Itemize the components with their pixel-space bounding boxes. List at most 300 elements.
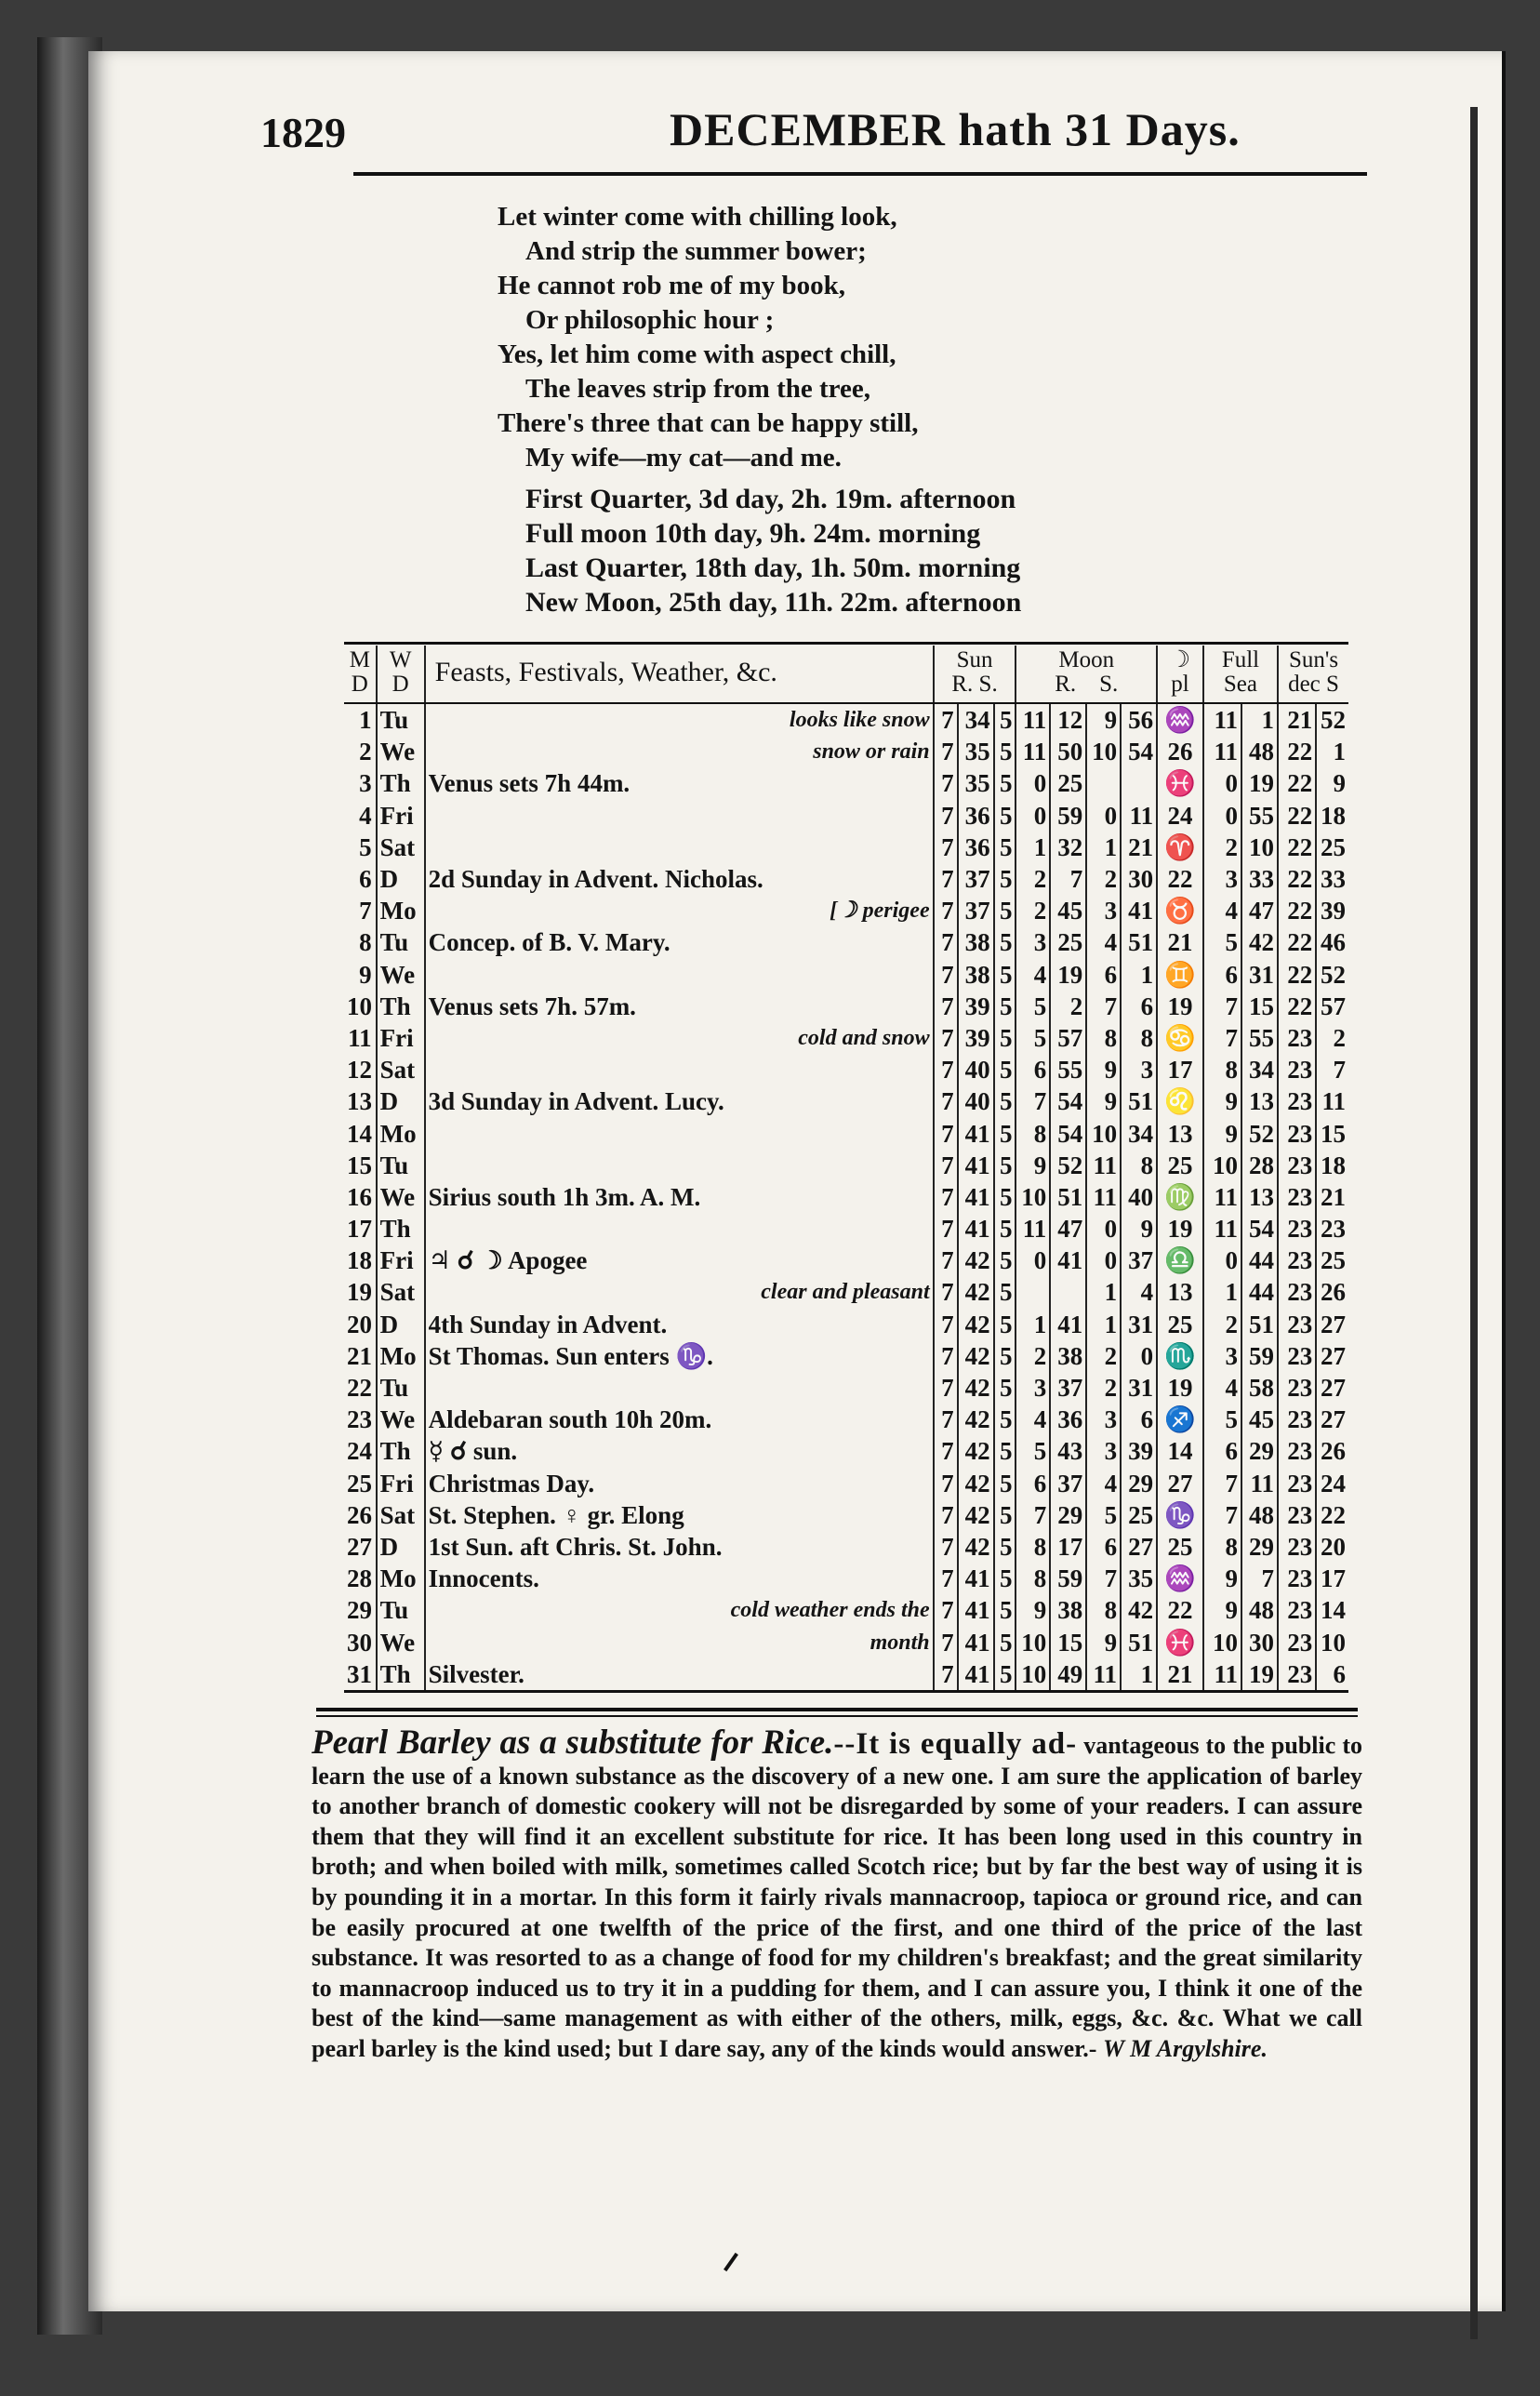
fs1-cell: 9 (1203, 1085, 1241, 1117)
fs2-cell: 47 (1241, 895, 1278, 926)
mr2-cell: 49 (1050, 1658, 1086, 1692)
srh-cell: 7 (934, 1658, 958, 1692)
ms2-cell: 37 (1121, 1245, 1157, 1276)
srm-cell: 41 (958, 1181, 994, 1213)
mr2-cell: 12 (1050, 703, 1086, 736)
weather-note: looks like snow (789, 708, 930, 733)
ss-cell: 5 (994, 1435, 1016, 1467)
table-row (344, 736, 1348, 767)
ms2-cell: 42 (1121, 1594, 1157, 1626)
wd-cell: Mo (377, 1117, 425, 1149)
table-row (344, 1372, 1348, 1404)
mr1-cell: 4 (1016, 959, 1050, 991)
fs1-cell: 9 (1203, 1594, 1241, 1626)
ms1-cell: 9 (1086, 1085, 1121, 1117)
wd-cell: D (377, 1085, 425, 1117)
poem-line: The leaves strip from the tree, (525, 374, 870, 404)
md-cell: 9 (344, 959, 377, 991)
feast-cell (425, 800, 934, 832)
fs1-cell: 0 (1203, 1245, 1241, 1276)
ss-cell: 5 (994, 1276, 1016, 1308)
srm-cell: 41 (958, 1594, 994, 1626)
srh-cell: 7 (934, 1594, 958, 1626)
md-cell: 10 (344, 991, 377, 1022)
srm-cell: 35 (958, 736, 994, 767)
article-body: vantageous to the public to learn the use of a known substance as the discovery of a new one. I am sure the application of barley to another branch of domestic cookery will not be disregarded by some of your readers. I can assure them that they will find it an excellent substitute for rice. It has been long used in this country in broth; and when boiled with milk, sometimes called Scotch rice; but by far the best way of using it is by pounding it in a mortar. In this form it fairly rivals mannacroop, tapioca or ground rice, and can be easily procured at one twelfth of the price of the first, and one third of the price of the last substance. It was resorted to as a change of food for my children's breakfast; and the great similarity to mannacroop induced us to try it in a pudding for them, and I can assure you, I think it one of the best of the kind—same management as with either of the others, milk, eggs, &c. &c. What we call pearl barley is the kind used; but I dare say, any of the kinds would answer.- (312, 1732, 1363, 2062)
dec2-cell: 26 (1321, 1278, 1346, 1307)
article-title: Pearl Barley as a substitute for Rice. (312, 1724, 834, 1762)
dec1-cell: 23 (1278, 1372, 1316, 1404)
dec2-cell: 14 (1321, 1596, 1346, 1625)
mr2-cell: 45 (1050, 895, 1086, 926)
ss-cell: 5 (994, 1563, 1016, 1594)
fs1-cell: 7 (1203, 1499, 1241, 1531)
srh-cell: 7 (934, 1563, 958, 1594)
mr1-cell: 0 (1016, 1245, 1050, 1276)
table-row (344, 800, 1348, 832)
fs2-cell: 54 (1241, 1213, 1278, 1245)
md-cell: 6 (344, 863, 377, 895)
wd-cell: Tu (377, 1372, 425, 1404)
dec2-cell: 39 (1321, 897, 1346, 925)
fs2-cell: 33 (1241, 863, 1278, 895)
ms1-cell: 0 (1086, 1213, 1121, 1245)
mr2-cell: 50 (1050, 736, 1086, 767)
feast-cell (425, 959, 934, 991)
feast-cell (425, 1468, 934, 1499)
srm-cell: 38 (958, 959, 994, 991)
fs2-cell: 10 (1241, 832, 1278, 863)
pl-cell: 25 (1157, 1309, 1203, 1340)
feast-cell (425, 832, 934, 863)
fs1-cell: 7 (1203, 1022, 1241, 1054)
dec2-cell: 26 (1321, 1437, 1346, 1466)
pl-cell: 22 (1157, 863, 1203, 895)
md-cell: 12 (344, 1054, 377, 1085)
header-sun (934, 646, 1016, 703)
header-sun-rs (936, 672, 1014, 697)
wd-cell: Th (377, 991, 425, 1022)
pl-cell: ♐ (1157, 1404, 1203, 1435)
feast-cell (425, 863, 934, 895)
table-row (344, 926, 1348, 958)
fs1-cell: 9 (1203, 1117, 1241, 1149)
srh-cell: 7 (934, 1150, 958, 1181)
mr2-cell: 52 (1050, 1150, 1086, 1181)
fs2-cell: 44 (1241, 1276, 1278, 1308)
md-cell: 24 (344, 1435, 377, 1467)
fs1-cell: 6 (1203, 1435, 1241, 1467)
ms2-cell: 54 (1121, 736, 1157, 767)
mr1-cell: 8 (1016, 1563, 1050, 1594)
srm-cell: 36 (958, 832, 994, 863)
fs2-cell: 30 (1241, 1626, 1278, 1657)
md-cell: 22 (344, 1372, 377, 1404)
mr1-cell: 11 (1016, 1213, 1050, 1245)
mr2-cell: 7 (1050, 863, 1086, 895)
page-edge (1470, 107, 1478, 2339)
feast-text: 4th Sunday in Advent. (428, 1310, 668, 1338)
mr2-cell: 2 (1050, 991, 1086, 1022)
poem-line: My wife—my cat—and me. (525, 443, 842, 473)
ss-cell: 5 (994, 1594, 1016, 1626)
fs2-cell: 11 (1241, 1468, 1278, 1499)
table-row (344, 863, 1348, 895)
srh-cell: 7 (934, 703, 958, 736)
dec2-cell: 1 (1333, 738, 1346, 766)
ms1-cell: 10 (1086, 736, 1121, 767)
fs2-cell: 45 (1241, 1404, 1278, 1435)
fs2-cell: 51 (1241, 1309, 1278, 1340)
pl-cell: ♒ (1157, 1563, 1203, 1594)
header-sun-label: Sun (956, 647, 993, 672)
weather-note: clear and pleasant (761, 1280, 930, 1305)
ss-cell: 5 (994, 1054, 1016, 1085)
feast-cell (425, 703, 934, 736)
ms2-cell: 51 (1121, 1085, 1157, 1117)
pl-cell: 17 (1157, 1054, 1203, 1085)
mr1-cell: 6 (1016, 1468, 1050, 1499)
ms1-cell: 9 (1086, 703, 1121, 736)
md-cell: 14 (344, 1117, 377, 1149)
feast-text: Aldebaran south 10h 20m. (428, 1405, 712, 1434)
pl-cell: ♉ (1157, 895, 1203, 926)
ms1-cell: 2 (1086, 1340, 1121, 1372)
srh-cell: 7 (934, 926, 958, 958)
mr2-cell: 19 (1050, 959, 1086, 991)
md-cell: 28 (344, 1563, 377, 1594)
mr2-cell: 37 (1050, 1372, 1086, 1404)
header-moon-r: R. (1055, 672, 1077, 697)
ss-cell: 5 (994, 1181, 1016, 1213)
table-row (344, 1054, 1348, 1085)
mr1-cell: 8 (1016, 1117, 1050, 1149)
md-cell: 7 (344, 895, 377, 926)
srm-cell: 41 (958, 1626, 994, 1657)
fs1-cell: 4 (1203, 895, 1241, 926)
pl-cell: 22 (1157, 1594, 1203, 1626)
feast-text: Innocents. (428, 1564, 539, 1593)
table-row (344, 1435, 1348, 1467)
almanac-table (344, 646, 1348, 1693)
ss-cell: 5 (994, 1372, 1016, 1404)
feast-cell (425, 1404, 934, 1435)
weather-note: cold weather ends the (730, 1598, 930, 1623)
pl-cell: 27 (1157, 1468, 1203, 1499)
dec2-cell: 57 (1321, 992, 1346, 1020)
dec2-cell: 11 (1321, 1087, 1346, 1116)
md-cell: 17 (344, 1213, 377, 1245)
wd-cell: Sat (377, 1499, 425, 1531)
ms1-cell: 3 (1086, 1435, 1121, 1467)
ms1-cell: 7 (1086, 991, 1121, 1022)
table-row (344, 1022, 1348, 1054)
wd-cell: Mo (377, 1340, 425, 1372)
phase-line: New Moon, 25th day, 11h. 22m. afternoon (525, 587, 1022, 618)
mr2-cell: 47 (1050, 1213, 1086, 1245)
mr2-cell: 54 (1050, 1117, 1086, 1149)
md-cell: 21 (344, 1340, 377, 1372)
wd-cell: We (377, 1626, 425, 1657)
fs2-cell: 31 (1241, 959, 1278, 991)
fs1-cell: 5 (1203, 1404, 1241, 1435)
mr2-cell: 59 (1050, 800, 1086, 832)
phase-line: First Quarter, 3d day, 2h. 19m. afternoon (525, 484, 1016, 514)
pl-cell: ♏ (1157, 1340, 1203, 1372)
mr1-cell: 1 (1016, 832, 1050, 863)
weather-note: cold and snow (798, 1025, 930, 1050)
feast-text: Silvester. (428, 1659, 524, 1688)
feast-cell (425, 1309, 934, 1340)
mr1-cell: 7 (1016, 1499, 1050, 1531)
mr2-cell: 41 (1050, 1245, 1086, 1276)
fs1-cell: 0 (1203, 800, 1241, 832)
wd-cell: Sat (377, 1054, 425, 1085)
srm-cell: 37 (958, 895, 994, 926)
srm-cell: 39 (958, 991, 994, 1022)
ms1-cell: 6 (1086, 959, 1121, 991)
dec2-cell: 52 (1321, 960, 1346, 989)
ms1-cell: 9 (1086, 1626, 1121, 1657)
ms2-cell: 6 (1121, 1404, 1157, 1435)
srm-cell: 42 (958, 1340, 994, 1372)
mr2-cell: 57 (1050, 1022, 1086, 1054)
wd-cell: Mo (377, 1563, 425, 1594)
srm-cell: 42 (958, 1309, 994, 1340)
fs1-cell: 9 (1203, 1563, 1241, 1594)
fs2-cell: 48 (1241, 1499, 1278, 1531)
pl-cell: 25 (1157, 1150, 1203, 1181)
md-cell: 23 (344, 1404, 377, 1435)
table-row (344, 703, 1348, 736)
weather-note: [☽ perigee (830, 898, 930, 924)
weather-note: snow or rain (813, 739, 930, 765)
dec2-cell: 33 (1321, 865, 1346, 894)
dec1-cell: 23 (1278, 1117, 1316, 1149)
mr1-cell: 5 (1016, 1022, 1050, 1054)
dec1-cell: 23 (1278, 1563, 1316, 1594)
ms2-cell: 34 (1121, 1117, 1157, 1149)
srm-cell: 40 (958, 1054, 994, 1085)
pl-cell: ♒ (1157, 703, 1203, 736)
header-moon-label: Moon (1058, 647, 1115, 672)
fs1-cell: 7 (1203, 991, 1241, 1022)
fs1-cell: 3 (1203, 1340, 1241, 1372)
srh-cell: 7 (934, 1213, 958, 1245)
wd-cell: Mo (377, 895, 425, 926)
mr2-cell (1050, 1276, 1086, 1308)
pl-cell: 24 (1157, 800, 1203, 832)
srh-cell: 7 (934, 1276, 958, 1308)
md-cell: 27 (344, 1531, 377, 1563)
srh-cell: 7 (934, 1309, 958, 1340)
srm-cell: 42 (958, 1499, 994, 1531)
ms1-cell: 3 (1086, 1404, 1121, 1435)
header-moon-rs (1018, 672, 1154, 697)
dec1-cell: 23 (1278, 1054, 1316, 1085)
table-row (344, 959, 1348, 991)
mr1-cell: 2 (1016, 895, 1050, 926)
poem-line: And strip the summer bower; (525, 236, 867, 266)
dec1-cell: 23 (1278, 1181, 1316, 1213)
fs2-cell: 55 (1241, 1022, 1278, 1054)
ms2-cell: 56 (1121, 703, 1157, 736)
article-lead: --It is equally ad- (833, 1727, 1078, 1761)
ms1-cell: 3 (1086, 895, 1121, 926)
page-header (260, 65, 1358, 167)
srm-cell: 37 (958, 863, 994, 895)
fs2-cell: 28 (1241, 1150, 1278, 1181)
ms1-cell (1086, 767, 1121, 799)
header-md: M D (344, 646, 377, 703)
md-cell: 20 (344, 1309, 377, 1340)
poem-line: Yes, let him come with aspect chill, (498, 339, 896, 369)
table-row (344, 1626, 1348, 1657)
wd-cell: Th (377, 1658, 425, 1692)
dec1-cell: 23 (1278, 1658, 1316, 1692)
ms2-cell: 21 (1121, 832, 1157, 863)
srm-cell: 42 (958, 1435, 994, 1467)
dec2-cell: 18 (1321, 801, 1346, 830)
dec1-cell: 23 (1278, 1531, 1316, 1563)
feast-cell (425, 1499, 934, 1531)
wd-cell: D (377, 863, 425, 895)
year: 1829 (260, 109, 346, 156)
ms2-cell: 1 (1121, 959, 1157, 991)
ss-cell: 5 (994, 1085, 1016, 1117)
dec1-cell: 22 (1278, 959, 1316, 991)
srh-cell: 7 (934, 1085, 958, 1117)
ms2-cell (1121, 767, 1157, 799)
wd-cell: Th (377, 1435, 425, 1467)
fs1-cell: 1 (1203, 1276, 1241, 1308)
table-row (344, 1468, 1348, 1499)
dec1-cell: 23 (1278, 1404, 1316, 1435)
fs2-cell: 19 (1241, 767, 1278, 799)
ms2-cell: 8 (1121, 1022, 1157, 1054)
ms2-cell: 41 (1121, 895, 1157, 926)
poem-line: Let winter come with chilling look, (498, 202, 897, 232)
wd-cell: Fri (377, 1468, 425, 1499)
md-cell: 13 (344, 1085, 377, 1117)
fs2-cell: 13 (1241, 1181, 1278, 1213)
md-cell: 2 (344, 736, 377, 767)
pl-cell: 21 (1157, 926, 1203, 958)
dec1-cell: 23 (1278, 1245, 1316, 1276)
ms1-cell: 1 (1086, 1276, 1121, 1308)
feast-cell (425, 1658, 934, 1692)
mr1-cell: 5 (1016, 1435, 1050, 1467)
ms2-cell: 9 (1121, 1213, 1157, 1245)
dec2-cell: 9 (1333, 769, 1346, 798)
md-cell: 5 (344, 832, 377, 863)
fs2-cell: 52 (1241, 1117, 1278, 1149)
fs2-cell: 7 (1241, 1563, 1278, 1594)
article (312, 1724, 1363, 2065)
ms1-cell: 5 (1086, 1499, 1121, 1531)
feast-cell (425, 1245, 934, 1276)
wd-cell: We (377, 1404, 425, 1435)
srh-cell: 7 (934, 863, 958, 895)
feast-text: 3d Sunday in Advent. Lucy. (428, 1087, 724, 1116)
ms1-cell: 0 (1086, 1245, 1121, 1276)
md-cell: 4 (344, 800, 377, 832)
wd-cell: Sat (377, 1276, 425, 1308)
mr1-cell: 3 (1016, 926, 1050, 958)
dec2-cell: 27 (1321, 1374, 1346, 1403)
md-cell: 3 (344, 767, 377, 799)
mr2-cell: 54 (1050, 1085, 1086, 1117)
dec1-cell: 23 (1278, 1499, 1316, 1531)
feast-cell (425, 1372, 934, 1404)
mr1-cell: 8 (1016, 1531, 1050, 1563)
dec1-cell: 22 (1278, 991, 1316, 1022)
pl-cell: ♈ (1157, 832, 1203, 863)
wd-cell: Sat (377, 832, 425, 863)
mr2-cell: 25 (1050, 926, 1086, 958)
ms2-cell: 0 (1121, 1340, 1157, 1372)
mr1-cell: 10 (1016, 1626, 1050, 1657)
md-cell: 29 (344, 1594, 377, 1626)
fs2-cell: 29 (1241, 1531, 1278, 1563)
feast-text: ♃ ☌ ☽ Apogee (428, 1246, 588, 1275)
pl-cell: ♍ (1157, 1181, 1203, 1213)
table-row (344, 1085, 1348, 1117)
feast-cell (425, 1022, 934, 1054)
table-row (344, 1658, 1348, 1692)
mr2-cell: 51 (1050, 1181, 1086, 1213)
fs1-cell: 10 (1203, 1626, 1241, 1657)
pl-cell: ♎ (1157, 1245, 1203, 1276)
srh-cell: 7 (934, 1181, 958, 1213)
pl-cell: ♓ (1157, 1626, 1203, 1657)
wd-cell: D (377, 1531, 425, 1563)
dec2-cell: 7 (1333, 1056, 1346, 1085)
mr1-cell: 5 (1016, 991, 1050, 1022)
ss-cell: 5 (994, 1213, 1016, 1245)
mr2-cell: 41 (1050, 1309, 1086, 1340)
ms2-cell: 40 (1121, 1181, 1157, 1213)
article-signature: W M Argylshire. (1102, 2034, 1268, 2062)
srh-cell: 7 (934, 1626, 958, 1657)
mr1-cell: 11 (1016, 703, 1050, 736)
dec1-cell: 22 (1278, 863, 1316, 895)
month-title: DECEMBER hath 31 Days. (670, 103, 1241, 155)
table-row (344, 1499, 1348, 1531)
ss-cell: 5 (994, 1531, 1016, 1563)
dec1-cell: 22 (1278, 832, 1316, 863)
mr1-cell: 4 (1016, 1404, 1050, 1435)
header-sun-dec: Sun's dec S (1278, 646, 1348, 703)
fs2-cell: 58 (1241, 1372, 1278, 1404)
srm-cell: 42 (958, 1404, 994, 1435)
header-moon-s: S. (1099, 672, 1119, 697)
dec2-cell: 23 (1321, 1215, 1346, 1244)
pl-cell: ♊ (1157, 959, 1203, 991)
fs2-cell: 44 (1241, 1245, 1278, 1276)
feast-cell (425, 1181, 934, 1213)
dec2-cell: 22 (1321, 1500, 1346, 1529)
table-row (344, 1213, 1348, 1245)
md-cell: 16 (344, 1181, 377, 1213)
feast-cell (425, 926, 934, 958)
md-cell: 18 (344, 1245, 377, 1276)
dec1-cell: 22 (1278, 767, 1316, 799)
wd-cell: We (377, 1181, 425, 1213)
srm-cell: 36 (958, 800, 994, 832)
fs1-cell: 8 (1203, 1054, 1241, 1085)
dec2-cell: 27 (1321, 1341, 1346, 1370)
